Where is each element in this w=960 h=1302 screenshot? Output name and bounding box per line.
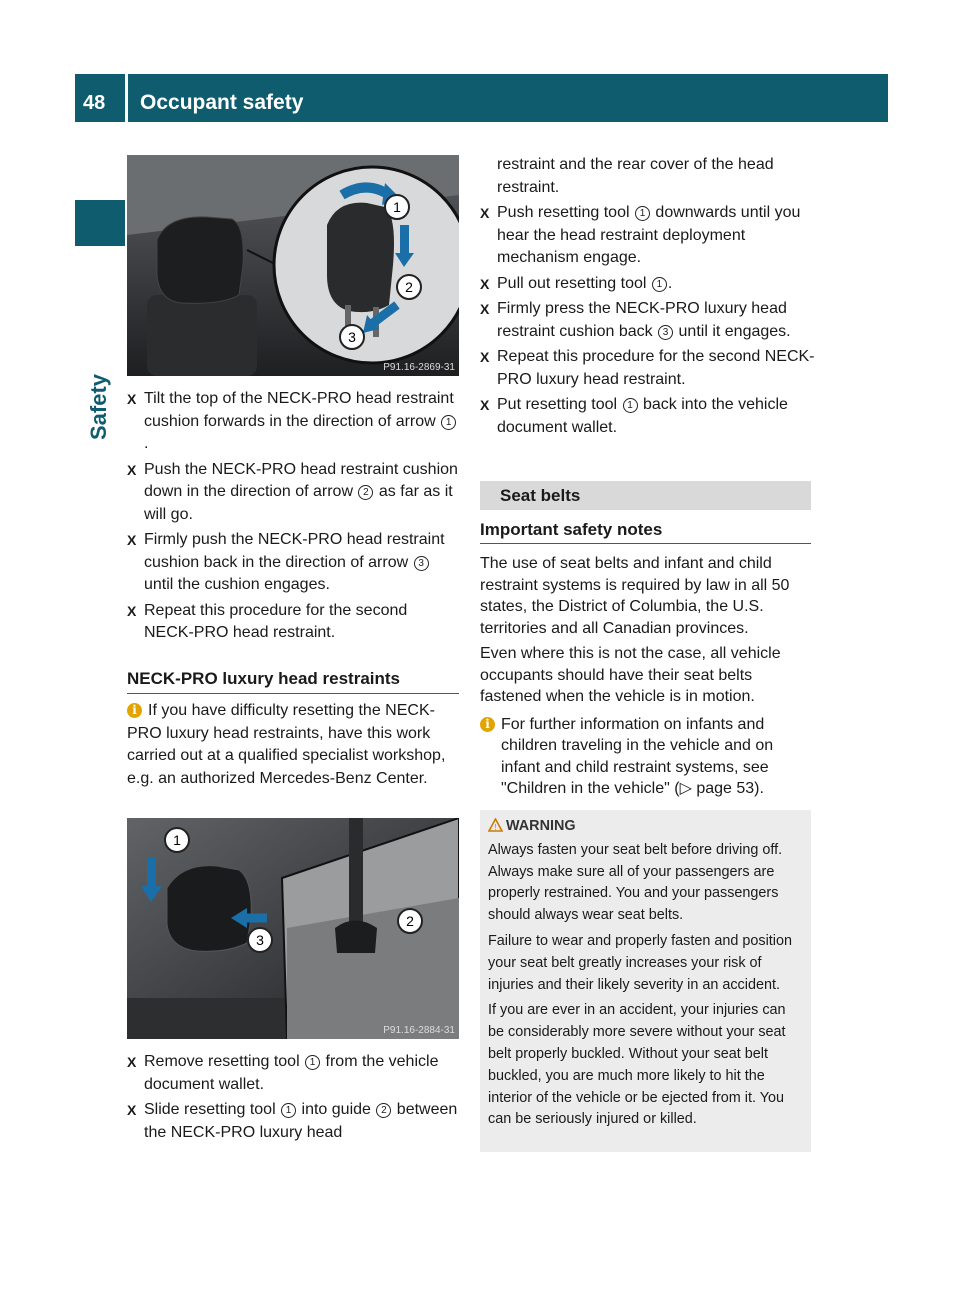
figure-2-code: P91.16-2884-31 bbox=[383, 1025, 455, 1036]
step-bullet-icon: X bbox=[480, 275, 490, 292]
callout-number: 1 bbox=[652, 277, 667, 292]
section-side-label-text: Safety bbox=[86, 373, 111, 440]
svg-text:!: ! bbox=[494, 823, 497, 832]
step-item: X Pull out resetting tool 1 . bbox=[480, 273, 815, 296]
subheading-rule bbox=[127, 693, 459, 694]
info-icon: i bbox=[127, 703, 142, 718]
warning-box bbox=[480, 810, 811, 1152]
figure-2-marker-1: 1 bbox=[173, 832, 181, 848]
step-bullet-icon: X bbox=[480, 301, 490, 317]
step-item: X Slide resetting tool 1 into guide 2 between the NECK-PRO luxury head bbox=[127, 1101, 458, 1141]
callout-number: 1 bbox=[623, 398, 638, 413]
callout-number: 1 bbox=[281, 1103, 296, 1118]
safety-body bbox=[480, 553, 815, 800]
subheading-rule bbox=[480, 543, 811, 544]
warning-paragraph: Failure to wear and properly fasten and position your seat belt greatly increases your risk of injuries and their likely severity in an accident. bbox=[488, 932, 792, 993]
figure-2-marker-2: 2 bbox=[406, 913, 414, 929]
page-ref-arrow-icon: ▷ bbox=[679, 780, 692, 797]
info-children: i For further information on infants and children traveling in the vehicle and on infant and child restraint systems, see "Children in the vehicle" (▷ page 53). bbox=[480, 714, 815, 800]
step-continuation: restraint and the rear cover of the head restraint. bbox=[497, 156, 774, 196]
header-divider bbox=[125, 74, 128, 122]
step-item: X Push the NECK-PRO head restraint cushion down in the direction of arrow 2 as far as it will go. bbox=[127, 460, 458, 523]
step-bullet-icon: X bbox=[480, 349, 490, 365]
paragraph: Even where this is not the case, all vehicle occupants should have their seat belts fastened when the vehicle is in motion. bbox=[480, 645, 781, 705]
figure-head-restraint-reset bbox=[127, 155, 459, 376]
warning-title: WARNING bbox=[506, 818, 576, 834]
step-item: X Push resetting tool 1 downwards until you hear the head restraint deployment mechanism engage. bbox=[480, 204, 801, 266]
callout-number: 1 bbox=[441, 415, 456, 430]
step-item: X Repeat this procedure for the second NECK-PRO head restraint. bbox=[127, 601, 408, 641]
warning-paragraph: Always fasten your seat belt before driving off. Always make sure all of your passengers are properly restrained. You and your passengers should always wear seat belts. bbox=[488, 841, 783, 924]
info-neck-pro: i If you have difficulty resetting the NECK-PRO luxury head restraints, have this work carried out at a qualified specialist workshop, e.g. an authorized Mercedes-Benz Center. bbox=[127, 702, 446, 787]
right-steps-block bbox=[480, 154, 815, 442]
figure-1-marker-2: 2 bbox=[405, 279, 413, 295]
figure-2-illustration bbox=[127, 818, 459, 1039]
callout-number: 2 bbox=[358, 485, 373, 500]
section-tab-marker bbox=[75, 200, 125, 246]
left-steps-block-2 bbox=[127, 1051, 460, 1147]
figure-resetting-tool bbox=[127, 818, 459, 1039]
section-side-label bbox=[86, 340, 116, 440]
page-reference-link[interactable]: page 53). bbox=[691, 780, 764, 797]
section-title-seat-belts: Seat belts bbox=[480, 481, 811, 510]
step-bullet-icon: X bbox=[127, 532, 137, 548]
step-bullet-icon: X bbox=[127, 461, 137, 478]
step-item: X Repeat this procedure for the second NECK-PRO luxury head restraint. bbox=[480, 348, 815, 388]
step-bullet-icon: X bbox=[480, 205, 490, 221]
figure-1-illustration bbox=[127, 155, 459, 376]
step-bullet-icon: X bbox=[127, 1054, 137, 1070]
callout-number: 3 bbox=[658, 325, 673, 340]
step-bullet-icon: X bbox=[480, 397, 490, 413]
figure-1-marker-3: 3 bbox=[348, 329, 356, 345]
figure-2-marker-3: 3 bbox=[256, 932, 264, 948]
page-number: 48 bbox=[75, 74, 125, 122]
step-item: X Put resetting tool 1 back into the vehicle document wallet. bbox=[480, 396, 788, 436]
step-item: X Tilt the top of the NECK-PRO head restraint cushion forwards in the direction of arrow 1. bbox=[127, 388, 460, 456]
info-icon: i bbox=[480, 717, 495, 732]
subheading-safety-notes: Important safety notes bbox=[480, 520, 663, 539]
subheading-neck-pro: NECK-PRO luxury head restraints bbox=[127, 669, 401, 688]
step-item: X Remove resetting tool 1 from the vehicle document wallet. bbox=[127, 1053, 439, 1093]
step-item: X Firmly push the NECK-PRO head restraint cushion back in the direction of arrow 3 until the cushion engages. bbox=[127, 531, 445, 593]
step-item: X Firmly press the NECK-PRO luxury head restraint cushion back 3 until it engages. bbox=[480, 300, 791, 340]
callout-number: 2 bbox=[376, 1103, 391, 1118]
step-bullet-icon: X bbox=[127, 1102, 137, 1118]
step-bullet-icon: X bbox=[127, 602, 137, 619]
warning-triangle-icon bbox=[488, 818, 503, 832]
callout-number: 1 bbox=[635, 206, 650, 221]
paragraph: The use of seat belts and infant and child restraint systems is required by law in all 50 states, the District of Columbia, the U.S. territories and all Canadian provinces. bbox=[480, 555, 790, 637]
warning-paragraph: If you are ever in an accident, your injuries can be considerably more severe without your seat belt properly buckled. Without your seat belt buckled, you are much more likely to hit the interior of the vehicle or be ejected from it. You can be seriously injured or killed. bbox=[488, 1002, 786, 1128]
step-bullet-icon: X bbox=[127, 391, 137, 407]
left-steps-block-1 bbox=[127, 388, 460, 648]
figure-1-marker-1: 1 bbox=[393, 199, 401, 215]
figure-1-code: P91.16-2869-31 bbox=[383, 362, 455, 373]
page-title: Occupant safety bbox=[140, 91, 304, 114]
callout-number: 1 bbox=[305, 1055, 320, 1070]
callout-number: 3 bbox=[414, 556, 429, 571]
